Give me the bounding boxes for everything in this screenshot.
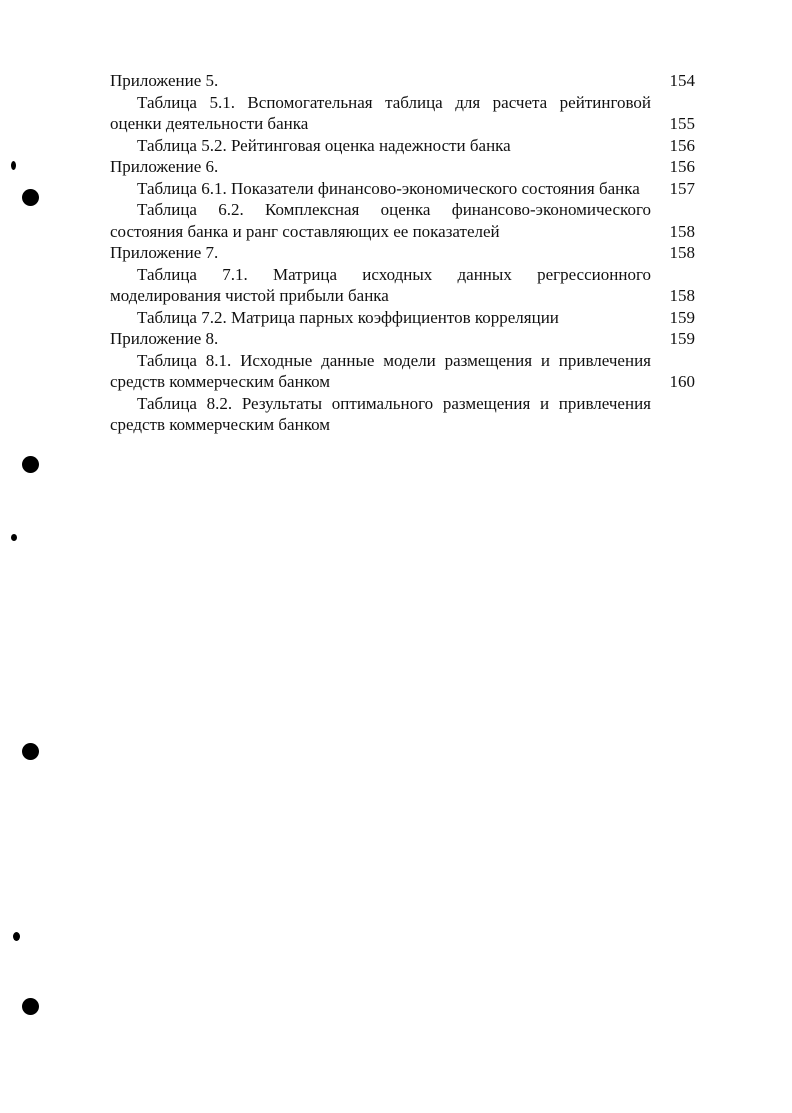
toc-entry-appendix-5	[110, 70, 695, 92]
toc-entry-table-8-2	[110, 393, 695, 436]
toc-page-number: 156	[669, 135, 695, 155]
toc-entry-title: Таблица 7.2. Матрица парных коэффициентов корреляции	[137, 307, 559, 327]
punch-hole-mark	[11, 161, 16, 170]
toc-page-number: 154	[669, 71, 695, 90]
toc-entry-table-8-1	[110, 350, 695, 393]
toc-entry-title: Таблица 6.1. Показатели финансово-экономического состояния банка	[137, 178, 640, 198]
punch-hole-mark	[11, 534, 17, 541]
table-of-contents	[110, 70, 695, 436]
toc-page-number: 158	[669, 221, 695, 241]
punch-hole-mark	[13, 932, 20, 941]
toc-entry-table-5-1	[110, 92, 695, 135]
toc-page-number: 159	[669, 307, 695, 327]
toc-page-number: 156	[669, 157, 695, 176]
toc-entry-title: Приложение 8.	[110, 329, 219, 348]
punch-hole-mark	[22, 189, 39, 206]
toc-entry-appendix-7	[110, 242, 695, 264]
toc-entry-table-7-1	[110, 264, 695, 307]
toc-entry-title: Таблица 7.1. Матрица исходных данных регрессионного моделирования чистой прибыли банка	[110, 264, 651, 305]
punch-hole-mark	[22, 998, 39, 1015]
toc-entry-table-6-2	[110, 199, 695, 242]
toc-entry-title: Таблица 8.2. Результаты оптимального размещения и привлечения средств коммерческим банком	[110, 393, 651, 434]
toc-entry-title: Таблица 5.2. Рейтинговая оценка надежности банка	[137, 135, 511, 155]
toc-entry-table-6-1	[110, 178, 695, 200]
toc-entry-title: Приложение 7.	[110, 243, 219, 262]
toc-entry-table-7-2	[110, 307, 695, 329]
toc-page-number: 158	[669, 243, 695, 262]
toc-entry-appendix-8	[110, 328, 695, 350]
toc-entry-title: Приложение 6.	[110, 157, 219, 176]
toc-entry-title: Таблица 5.1. Вспомогательная таблица для расчета рейтинговой оценки деятельности банка	[110, 92, 651, 133]
toc-page-number: 158	[669, 286, 695, 305]
toc-entry-title: Таблица 8.1. Исходные данные модели размещения и привлечения средств коммерческим банком	[110, 350, 651, 391]
toc-page-number: 159	[669, 329, 695, 348]
punch-hole-mark	[22, 456, 39, 473]
toc-entry-title: Приложение 5.	[110, 71, 219, 90]
punch-hole-mark	[22, 743, 39, 760]
toc-entry-appendix-6	[110, 156, 695, 178]
toc-page-number: 155	[669, 114, 695, 133]
toc-entry-table-5-2	[110, 135, 695, 157]
toc-page-number: 157	[669, 178, 695, 198]
toc-page-number: 160	[669, 372, 695, 391]
toc-entry-title: Таблица 6.2. Комплексная оценка финансово-экономического состояния банка и ранг составляющих ее показателей	[110, 200, 651, 241]
